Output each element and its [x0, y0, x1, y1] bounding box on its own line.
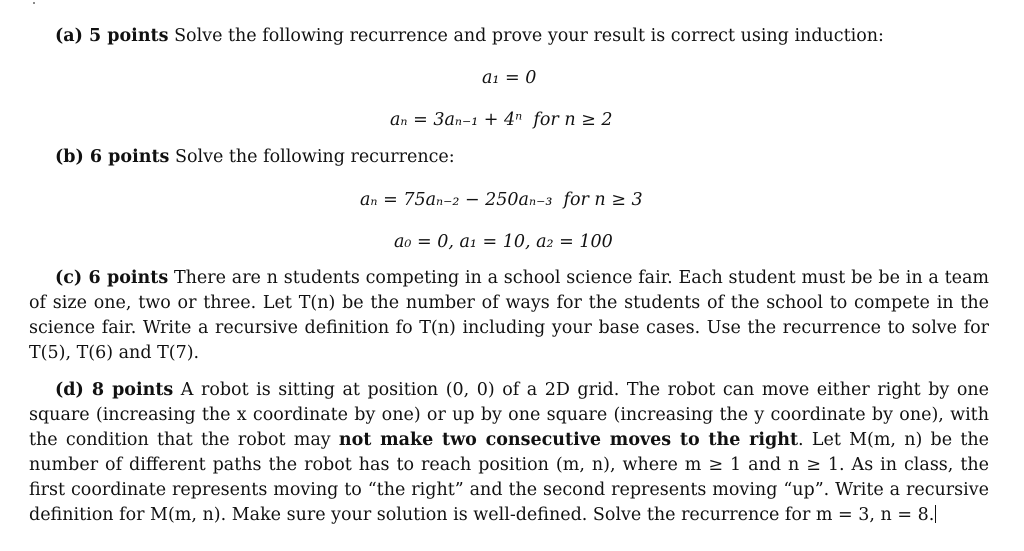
part-b-eq1-main: aₙ = 75aₙ₋₂ − 250aₙ₋₃	[360, 190, 553, 210]
part-b-eq1-cond: for n ≥ 3	[563, 190, 643, 210]
part-b-text: Solve the following recurrence:	[174, 147, 455, 167]
part-a-eq2-cond: for n ≥ 2	[533, 110, 613, 130]
part-a-header	[55, 26, 884, 46]
part-a-text: Solve the following recurrence and prove your result is correct using induction:	[174, 26, 884, 46]
part-b-header	[55, 147, 455, 167]
part-c-paragraph	[29, 266, 989, 366]
part-d-emphasis: not make two consecutive moves to the right	[338, 430, 799, 450]
part-d-label: (d) 8 points	[55, 380, 174, 400]
part-b-label: (b) 6 points	[55, 147, 170, 167]
part-a-eq1: a₁ = 0	[482, 68, 537, 88]
part-d-text-after: . Let M(m, n) be the number of different paths the robot has to reach position (m, n), where m ≥ 1 and n ≥ 1. As in class, the first coordinate represents moving to “the right” and the second represents moving “up”. Write a recursive definition for M(m, n). Make sure your solution is well-defined. Solve the recurrence for m = 3, n = 8.	[29, 430, 989, 525]
part-c-text: There are n students competing in a school science fair. Each student must be be in a team of size one, two or three. Let T(n) be the number of ways for the students of the school to compete in the science fair. Write a recursive definition fo T(n) including your base cases. Use the recurrence to solve for T(5), T(6) and T(7).	[29, 268, 989, 363]
part-b-eq2: a₀ = 0, a₁ = 10, a₂ = 100	[394, 232, 613, 252]
part-d-text-before: A robot is sitting at position (0, 0) of a 2D grid. The robot can move either right by one square (increasing the x coordinate by one) or up by one square (increasing the y coordinate by one), with the condition that the robot may	[29, 380, 989, 450]
text-cursor	[935, 505, 936, 523]
part-a-label: (a) 5 points	[55, 26, 169, 46]
part-a-eq2	[390, 110, 613, 130]
part-c-label: (c) 6 points	[55, 268, 169, 288]
part-d-paragraph	[29, 378, 989, 528]
part-a-eq2-main: aₙ = 3aₙ₋₁ + 4ⁿ	[390, 110, 523, 130]
part-b-eq1	[360, 190, 643, 210]
margin-dot	[33, 2, 35, 4]
